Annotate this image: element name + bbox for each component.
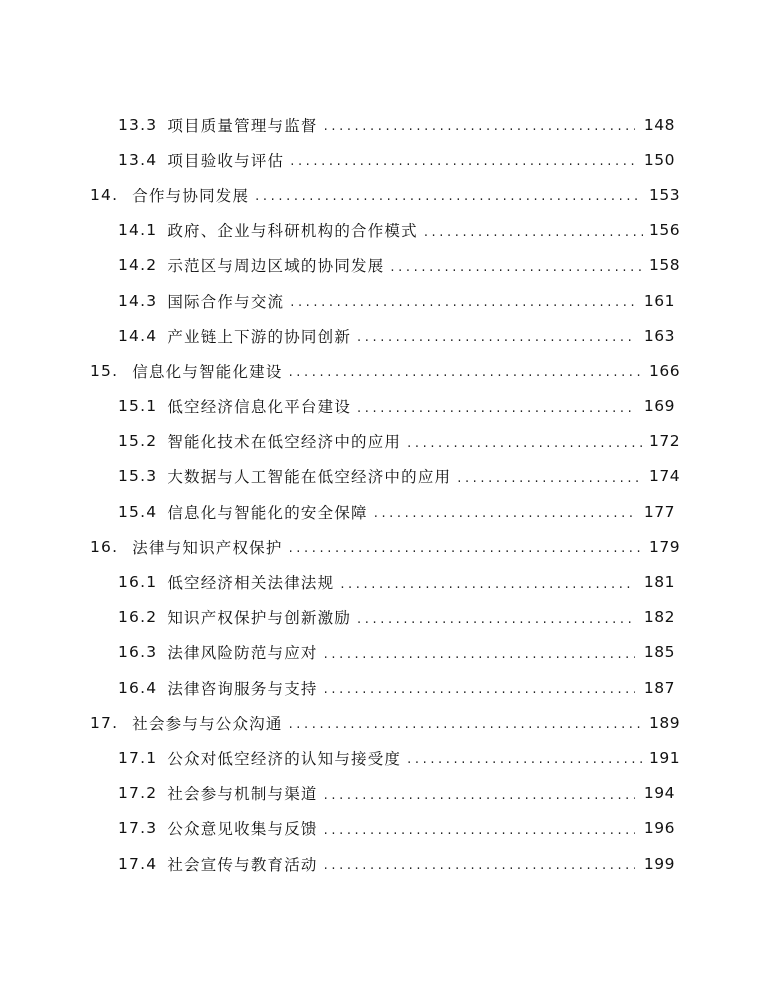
- toc-entry-page: 169: [643, 397, 675, 416]
- toc-entry-page: 172: [649, 432, 681, 451]
- toc-entry-number: 16.2: [118, 608, 158, 627]
- toc-entry[interactable]: [0, 107, 765, 142]
- toc-entry-title: 低空经济相关法律法规: [167, 574, 335, 593]
- dot-leader: [324, 647, 635, 662]
- toc-entry-title: 政府、企业与科研机构的合作模式: [167, 222, 418, 241]
- toc-entry-page: 161: [643, 291, 675, 310]
- toc-entry-page: 187: [643, 678, 675, 697]
- dot-leader: [407, 752, 643, 767]
- dot-leader: [407, 436, 643, 451]
- toc-entry-page: 166: [649, 361, 681, 380]
- toc-entry-title: 法律风险防范与应对: [167, 644, 318, 663]
- toc-entry[interactable]: [0, 776, 765, 811]
- toc-entry[interactable]: [0, 353, 765, 388]
- toc-entry-page: 179: [649, 537, 681, 556]
- toc-entry[interactable]: [0, 600, 765, 635]
- toc-entry-page: 156: [649, 221, 681, 240]
- toc-entry-number: 15.4: [118, 502, 158, 521]
- toc-entry-number: 17.: [90, 713, 119, 732]
- toc-entry[interactable]: [0, 424, 765, 459]
- toc-entry-number: 15.2: [118, 432, 158, 451]
- toc-entry-number: 16.3: [118, 643, 158, 662]
- toc-entry-page: 185: [643, 643, 675, 662]
- toc-entry-number: 16.4: [118, 678, 158, 697]
- toc-entry-title: 合作与协同发展: [132, 186, 250, 205]
- toc-entry-number: 14.2: [118, 256, 158, 275]
- toc-entry-page: 191: [649, 748, 681, 767]
- toc-entry[interactable]: [0, 459, 765, 494]
- toc-entry-number: 17.2: [118, 784, 158, 803]
- toc-entry-number: 16.: [90, 537, 119, 556]
- toc-entry-title: 知识产权保护与创新激励: [167, 609, 352, 628]
- toc-entry[interactable]: [0, 389, 765, 424]
- toc-entry-page: 158: [649, 256, 681, 275]
- toc-entry-page: 177: [643, 502, 675, 521]
- toc-entry-number: 16.1: [118, 573, 158, 592]
- toc-entry[interactable]: [0, 705, 765, 740]
- toc-entry-title: 社会参与与公众沟通: [132, 714, 283, 733]
- dot-leader: [290, 154, 635, 169]
- dot-leader: [289, 365, 643, 380]
- toc-entry[interactable]: [0, 846, 765, 881]
- dot-leader: [289, 717, 643, 732]
- toc-entry-number: 15.1: [118, 397, 158, 416]
- dot-leader: [290, 295, 635, 310]
- dot-leader: [289, 541, 643, 556]
- toc-entry-title: 社会宣传与教育活动: [167, 855, 318, 874]
- dot-leader: [324, 858, 635, 873]
- toc-entry-number: 15.: [90, 361, 119, 380]
- toc-entry-title: 大数据与人工智能在低空经济中的应用: [167, 468, 452, 487]
- toc-entry-title: 信息化与智能化建设: [132, 362, 283, 381]
- dot-leader: [457, 471, 643, 486]
- toc-entry[interactable]: [0, 318, 765, 353]
- dot-leader: [357, 330, 635, 345]
- toc-entry-number: 15.3: [118, 467, 158, 486]
- toc-entry-title: 法律咨询服务与支持: [167, 679, 318, 698]
- toc-entry-number: 14.3: [118, 291, 158, 310]
- toc-entry[interactable]: [0, 494, 765, 529]
- dot-leader: [424, 225, 643, 240]
- toc-entry[interactable]: [0, 811, 765, 846]
- toc-entry-title: 项目质量管理与监督: [167, 116, 318, 135]
- toc-entry-title: 示范区与周边区域的协同发展: [167, 257, 385, 276]
- toc-entry-number: 17.4: [118, 854, 158, 873]
- toc-entry-page: 163: [643, 326, 675, 345]
- toc-entry[interactable]: [0, 213, 765, 248]
- toc-entry-page: 153: [649, 185, 681, 204]
- toc-entry-number: 13.3: [118, 115, 158, 134]
- toc-entry-title: 法律与知识产权保护: [132, 538, 283, 557]
- toc-entry-number: 13.4: [118, 150, 158, 169]
- toc-entry-page: 150: [643, 150, 675, 169]
- toc-entry-page: 194: [643, 784, 675, 803]
- toc-entry-title: 国际合作与交流: [167, 292, 285, 311]
- dot-leader: [390, 260, 643, 275]
- toc-entry-title: 智能化技术在低空经济中的应用: [167, 433, 402, 452]
- dot-leader: [324, 119, 635, 134]
- table-of-contents: [0, 107, 765, 881]
- toc-entry[interactable]: [0, 635, 765, 670]
- toc-entry[interactable]: [0, 283, 765, 318]
- toc-entry-title: 低空经济信息化平台建设: [167, 398, 352, 417]
- dot-leader: [340, 577, 635, 592]
- toc-entry[interactable]: [0, 529, 765, 564]
- toc-entry-number: 17.1: [118, 748, 158, 767]
- toc-entry-page: 181: [643, 573, 675, 592]
- toc-entry-page: 174: [649, 467, 681, 486]
- toc-entry-title: 公众意见收集与反馈: [167, 820, 318, 839]
- toc-entry-page: 148: [643, 115, 675, 134]
- toc-entry-number: 14.1: [118, 221, 158, 240]
- dot-leader: [255, 189, 643, 204]
- toc-entry[interactable]: [0, 142, 765, 177]
- dot-leader: [357, 401, 635, 416]
- toc-entry-number: 14.: [90, 185, 119, 204]
- toc-entry-number: 17.3: [118, 819, 158, 838]
- toc-entry-page: 199: [643, 854, 675, 873]
- dot-leader: [357, 612, 635, 627]
- toc-entry-title: 公众对低空经济的认知与接受度: [167, 749, 402, 768]
- toc-entry[interactable]: [0, 740, 765, 775]
- toc-entry-title: 产业链上下游的协同创新: [167, 327, 352, 346]
- toc-entry-page: 189: [649, 713, 681, 732]
- toc-entry-title: 项目验收与评估: [167, 151, 285, 170]
- toc-entry[interactable]: [0, 177, 765, 212]
- toc-entry[interactable]: [0, 564, 765, 599]
- toc-entry-title: 信息化与智能化的安全保障: [167, 503, 368, 522]
- dot-leader: [324, 788, 635, 803]
- dot-leader: [374, 506, 635, 521]
- dot-leader: [324, 682, 635, 697]
- toc-entry-number: 14.4: [118, 326, 158, 345]
- toc-entry-title: 社会参与机制与渠道: [167, 785, 318, 804]
- toc-entry-page: 196: [643, 819, 675, 838]
- toc-entry[interactable]: [0, 248, 765, 283]
- toc-entry[interactable]: [0, 670, 765, 705]
- dot-leader: [324, 823, 635, 838]
- toc-entry-page: 182: [643, 608, 675, 627]
